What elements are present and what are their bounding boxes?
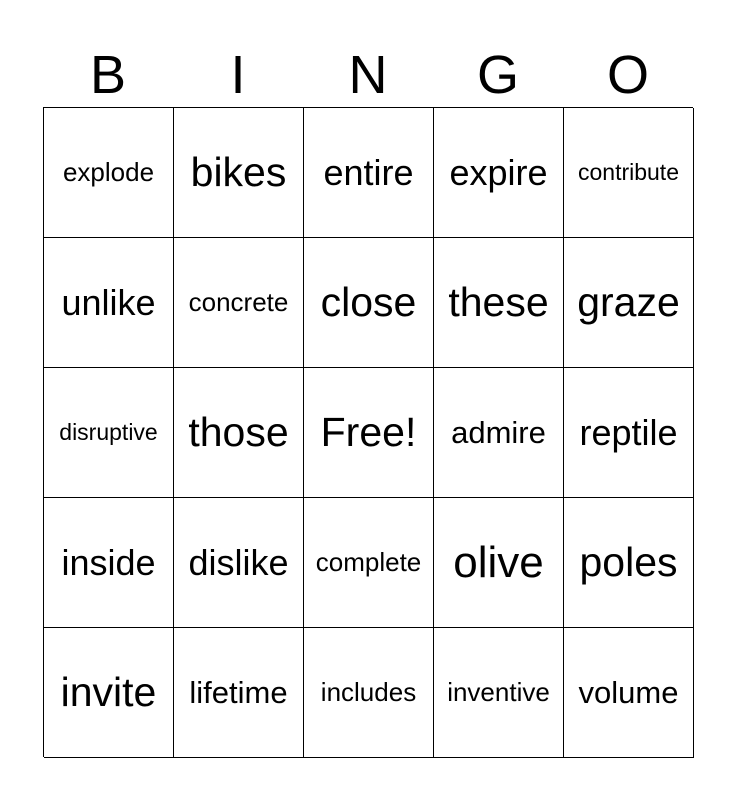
bingo-cell[interactable]: graze [564, 238, 694, 368]
header-letter-n: N [348, 45, 388, 105]
bingo-cell[interactable]: these [434, 238, 564, 368]
header-letter-i: I [230, 45, 246, 105]
bingo-cell[interactable]: entire [304, 108, 434, 238]
bingo-cell[interactable]: contribute [564, 108, 694, 238]
free-space-cell[interactable]: Free! [304, 368, 434, 498]
header-letter-o: O [606, 45, 649, 105]
bingo-cell[interactable]: inventive [434, 628, 564, 758]
bingo-cell[interactable]: reptile [564, 368, 694, 498]
header-letter-b: B [89, 45, 127, 105]
bingo-cell[interactable]: bikes [174, 108, 304, 238]
bingo-cell[interactable]: poles [564, 498, 694, 628]
bingo-cell[interactable]: volume [564, 628, 694, 758]
bingo-cell[interactable]: includes [304, 628, 434, 758]
bingo-header [43, 44, 693, 106]
bingo-cell[interactable]: dislike [174, 498, 304, 628]
bingo-cell[interactable]: close [304, 238, 434, 368]
header-letter-g: G [476, 45, 519, 105]
bingo-cell[interactable]: complete [304, 498, 434, 628]
bingo-cell[interactable]: inside [44, 498, 174, 628]
bingo-cell[interactable]: those [174, 368, 304, 498]
bingo-cell[interactable]: explode [44, 108, 174, 238]
bingo-cell[interactable]: expire [434, 108, 564, 238]
bingo-cell[interactable]: unlike [44, 238, 174, 368]
bingo-cell[interactable]: disruptive [44, 368, 174, 498]
bingo-cell[interactable]: olive [434, 498, 564, 628]
bingo-cell[interactable]: concrete [174, 238, 304, 368]
bingo-cell[interactable]: admire [434, 368, 564, 498]
bingo-cell[interactable]: lifetime [174, 628, 304, 758]
bingo-card-grid [43, 107, 693, 757]
bingo-cell[interactable]: invite [44, 628, 174, 758]
